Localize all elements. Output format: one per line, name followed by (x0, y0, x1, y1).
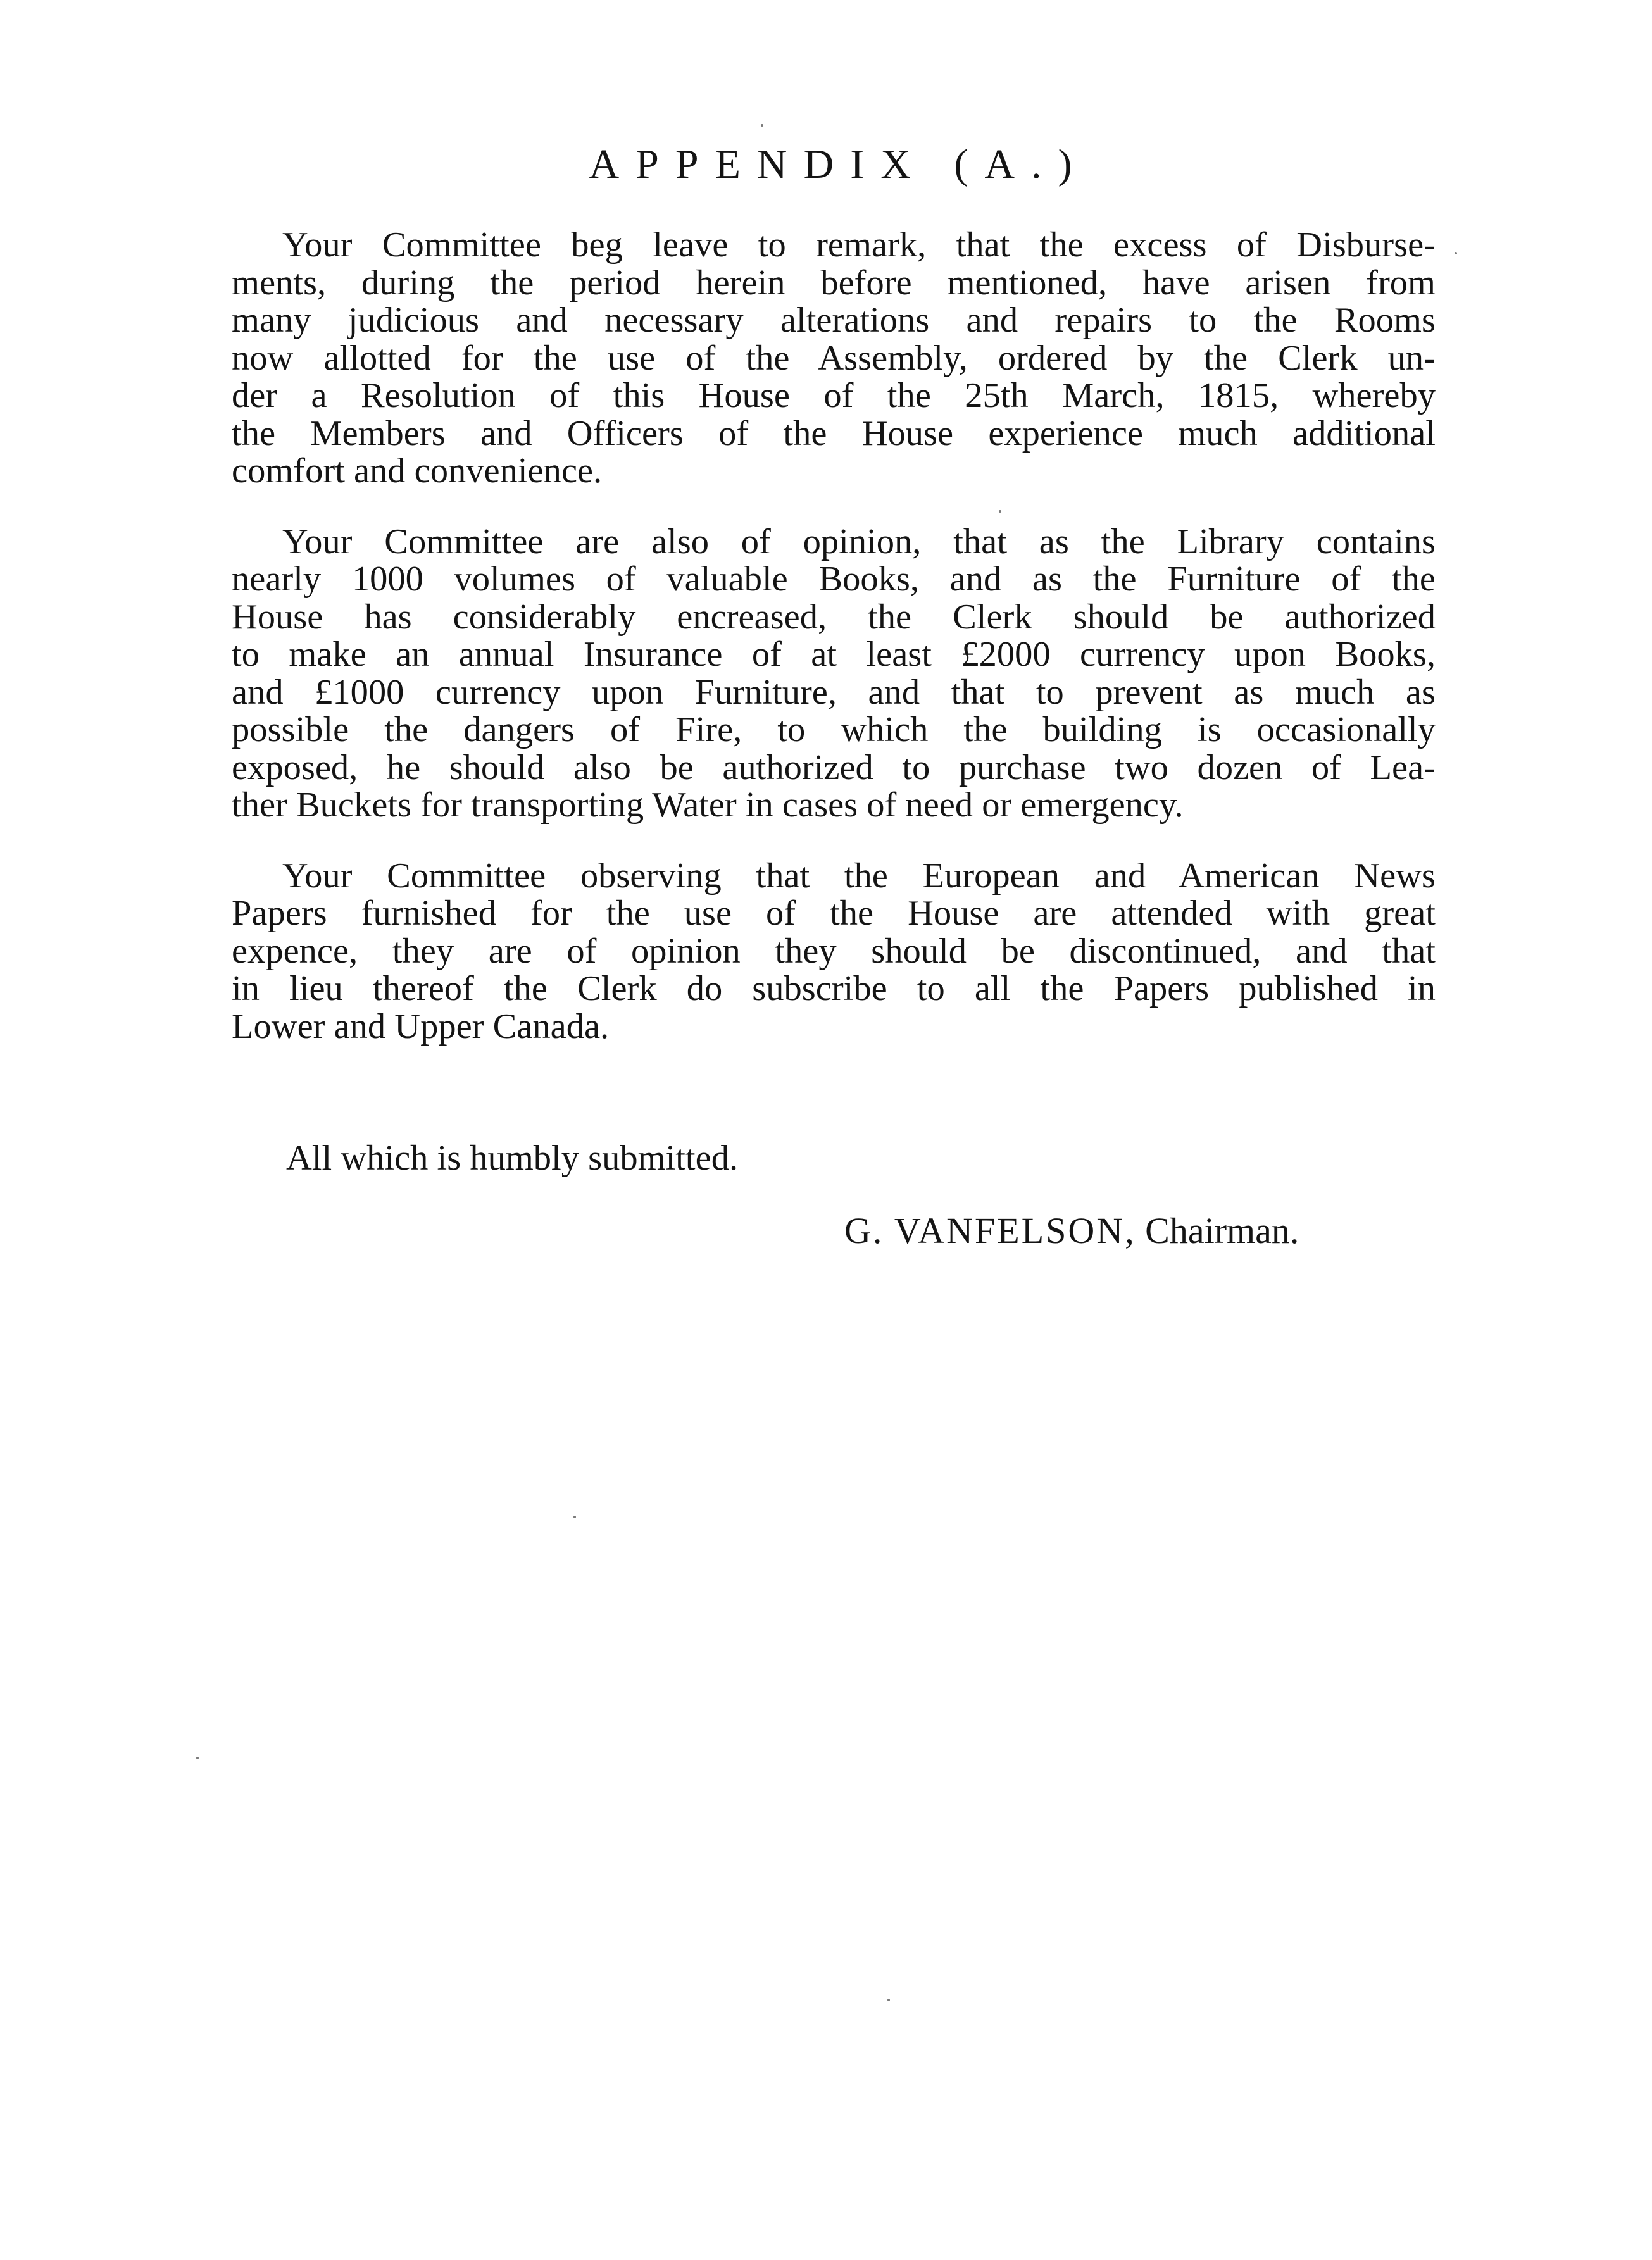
text-line: Papers furnished for the use of the House are attended with great (232, 894, 1436, 933)
text-line: to make an annual Insurance of at least £2000 currency upon Books, (232, 635, 1436, 674)
text-line: der a Resolution of this House of the 25th March, 1815, whereby (232, 376, 1436, 415)
paragraph-newspapers (232, 858, 1436, 1046)
print-speck (196, 1757, 199, 1759)
print-speck (887, 1999, 890, 2001)
paragraph-insurance (232, 523, 1436, 825)
appendix-heading: APPENDIX (A.) (589, 141, 1089, 187)
text-line: the Members and Officers of the House experience much additional (232, 413, 1436, 453)
text-line: and £1000 currency upon Furniture, and that to prevent as much as (232, 672, 1436, 712)
text-line: Your Committee observing that the European and American News (282, 856, 1436, 896)
text-line: exposed, he should also be authorized to purchase two dozen of Lea- (232, 747, 1436, 787)
text-line: Lower and Upper Canada. (232, 1006, 610, 1046)
text-line: in lieu thereof the Clerk do subscribe to all the Papers published in (232, 969, 1436, 1008)
text-line: Your Committee beg leave to remark, that the excess of Disburse- (282, 225, 1436, 265)
text-line: nearly 1000 volumes of valuable Books, and as the Furniture of the (232, 559, 1436, 599)
text-line: now allotted for the use of the Assembly, ordered by the Clerk un- (232, 338, 1436, 378)
text-line: many judicious and necessary alterations and repairs to the Rooms (232, 301, 1436, 340)
closing-line: All which is humbly submitted. (286, 1139, 739, 1178)
text-line: ther Buckets for transporting Water in cases of need or emergency. (232, 785, 1184, 825)
text-line: expence, they are of opinion they should be discontinued, and that (232, 931, 1436, 971)
signatory-title: Chairman. (1145, 1210, 1299, 1251)
signatory-name: G. VANFELSON, (844, 1210, 1136, 1251)
text-line: House has considerably encreased, the Clerk should be authorized (232, 597, 1436, 637)
print-speck (1455, 252, 1457, 254)
signature-block (844, 1209, 1299, 1253)
print-speck (573, 1516, 576, 1518)
print-speck (761, 124, 763, 127)
print-speck (999, 510, 1001, 513)
report-body (232, 227, 1436, 1078)
text-line: possible the dangers of Fire, to which the building is occasionally (232, 710, 1436, 749)
text-line: comfort and convenience. (232, 451, 603, 490)
text-line: Your Committee are also of opinion, that as the Library contains (282, 521, 1436, 561)
paragraph-disbursements (232, 227, 1436, 490)
text-line: ments, during the period herein before mentioned, have arisen from (232, 263, 1436, 303)
